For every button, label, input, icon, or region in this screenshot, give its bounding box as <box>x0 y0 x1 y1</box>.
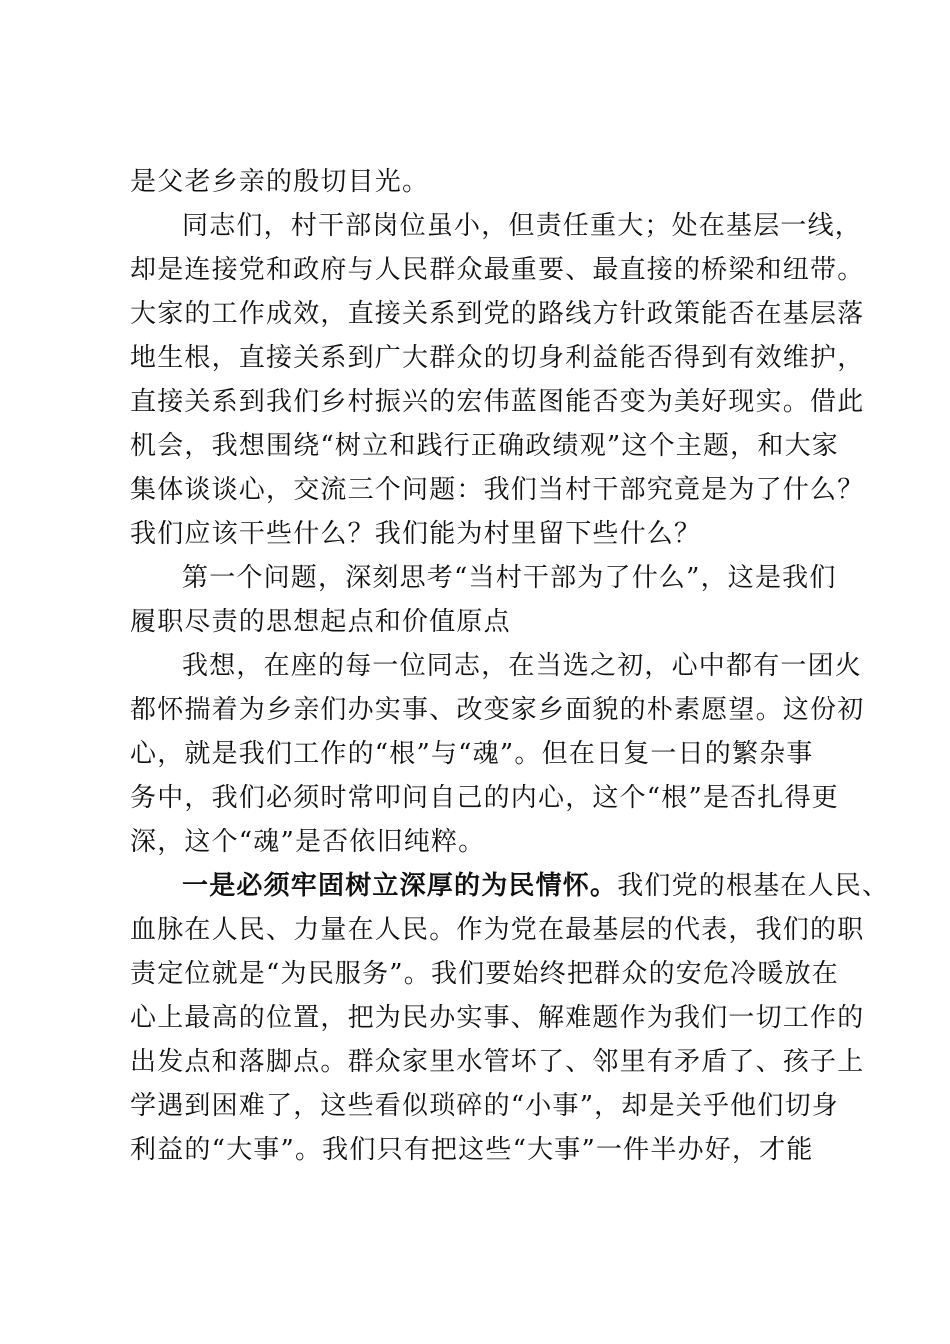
text-line <box>182 866 890 906</box>
text-line: 机会，我想围绕“树立和践行正确政绩观”这个主题，和大家 <box>130 431 839 461</box>
text-line: 地生根，直接关系到广大群众的切身利益能否得到有效维护， <box>130 343 865 373</box>
text-line: 务中，我们必须时常叩问自己的内心，这个“根”是否扎得更 <box>130 783 839 813</box>
text-line: 是父老乡亲的殷切目光。 <box>130 167 430 197</box>
text-line: 我们应该干些什么？我们能为村里留下些什么？ <box>130 519 702 549</box>
text-line: 直接关系到我们乡村振兴的宏伟蓝图能否变为美好现实。借此 <box>130 387 865 417</box>
text-line: 大家的工作成效，直接关系到党的路线方针政策能否在基层落 <box>130 299 865 329</box>
text-line: 同志们，村干部岗位虽小，但责任重大；处在基层一线， <box>182 211 863 241</box>
text-line: 履职尽责的思想起点和价值原点 <box>130 607 511 637</box>
text-span: 我们党的根基在人民、 <box>617 871 890 901</box>
text-line: 第一个问题，深刻思考“当村干部为了什么”，这是我们 <box>182 563 837 593</box>
text-line: 利益的“大事”。我们只有把这些“大事”一件半办好，才能 <box>130 1135 814 1165</box>
text-line: 出发点和落脚点。群众家里水管坏了、邻里有矛盾了、孩子上 <box>130 1047 865 1077</box>
text-line: 深，这个“魂”是否依旧纯粹。 <box>130 827 486 857</box>
text-line: 责定位就是“为民服务”。我们要始终把群众的安危冷暖放在 <box>130 959 839 989</box>
text-line: 我想，在座的每一位同志，在当选之初，心中都有一团火 <box>182 651 863 681</box>
text-line: 却是连接党和政府与人民群众最重要、最直接的桥梁和纽带。 <box>130 255 865 285</box>
text-line: 集体谈谈心，交流三个问题：我们当村干部究竟是为了什么？ <box>130 475 865 505</box>
text-line: 心，就是我们工作的“根”与“魂”。但在日复一日的繁杂事 <box>130 739 814 769</box>
text-line: 学遇到困难了，这些看似琐碎的“小事”，却是关乎他们切身 <box>130 1091 839 1121</box>
bold-heading: 一是必须牢固树立深厚的为民情怀。 <box>182 871 618 901</box>
text-line: 血脉在人民、力量在人民。作为党在最基层的代表，我们的职 <box>130 915 865 945</box>
text-line: 心上最高的位置，把为民办实事、解难题作为我们一切工作的 <box>130 1003 865 1033</box>
text-line: 都怀揣着为乡亲们办实事、改变家乡面貌的朴素愿望。这份初 <box>130 695 865 725</box>
